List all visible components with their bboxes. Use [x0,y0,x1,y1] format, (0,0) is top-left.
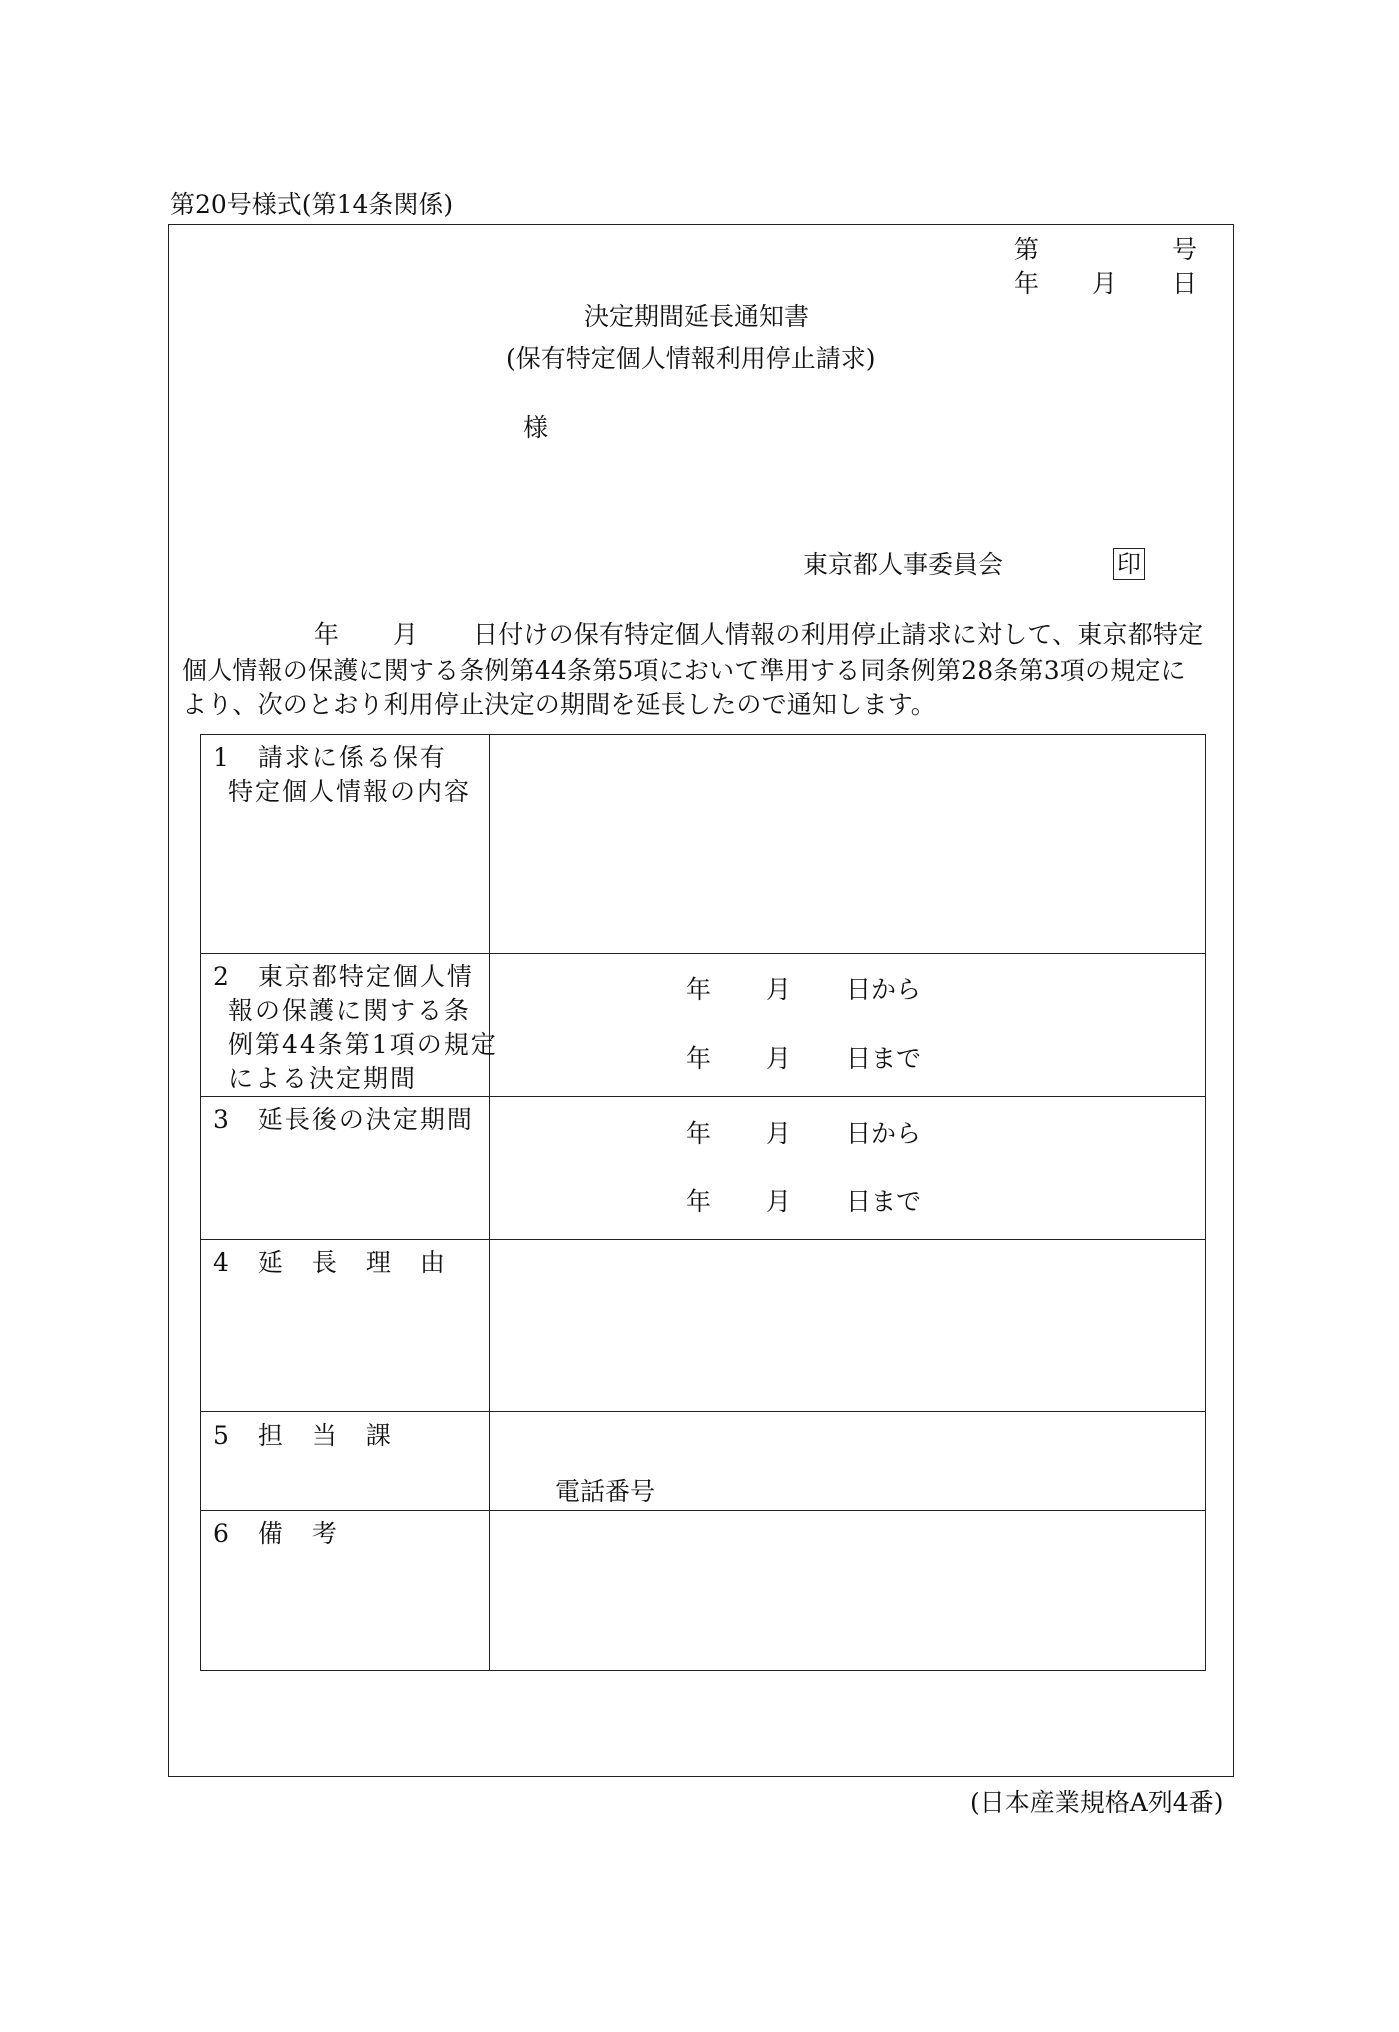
row2-label-line1: 2 東京都特定個人情 [213,962,474,991]
table-row-divider [200,1239,1206,1240]
doc-title: 決定期間延長通知書 [584,302,810,331]
body-month: 月 [393,620,419,649]
addressee-honorific: 様 [523,413,549,442]
form-number: 第20号様式(第14条関係) [170,190,454,219]
row1-label-line1: 1 請求に係る保有 [213,743,447,772]
body-line2: 個人情報の保護に関する条例第44条第5項において準用する同条例第28条第3項の規定に [182,656,1186,685]
date-day: 日 [1172,269,1198,298]
row3-to-day: 日まで [846,1187,922,1216]
row3-to-year: 年 [686,1187,712,1216]
table-row-divider [200,1510,1206,1511]
row3-to-month: 月 [766,1187,792,1216]
date-year: 年 [1014,269,1040,298]
row2-to-year: 年 [686,1044,712,1073]
row6-label: 6 備 考 [213,1519,339,1548]
issuer-name: 東京都人事委員会 [803,550,1004,579]
paper-size-note: (日本産業規格A列4番) [970,1788,1224,1817]
row2-from-year: 年 [686,975,712,1004]
table-row-divider [200,1096,1206,1097]
seal-mark: 印 [1113,548,1145,580]
row3-from-day: 日から [846,1119,922,1148]
table-row-divider [200,953,1206,954]
doc-number-suffix: 号 [1172,235,1198,264]
row3-label: 3 延長後の決定期間 [213,1105,474,1134]
row2-from-month: 月 [766,975,792,1004]
body-line1: 日付けの保有特定個人情報の利用停止請求に対して、東京都特定 [473,620,1204,649]
row4-label: 4 延 長 理 由 [213,1248,447,1277]
row2-to-day: 日まで [846,1044,922,1073]
row2-label-line2: 報の保護に関する条 [228,996,472,1025]
row5-label: 5 担 当 課 [213,1421,393,1450]
row3-from-year: 年 [686,1119,712,1148]
body-line3: より、次のとおり利用停止決定の期間を延長したので通知します。 [182,690,937,719]
date-month: 月 [1092,269,1118,298]
row5-phone-label: 電話番号 [555,1477,656,1506]
table-column-divider [489,734,490,1671]
doc-subtitle: (保有特定個人情報利用停止請求) [506,344,876,373]
body-year: 年 [314,620,340,649]
row3-from-month: 月 [766,1119,792,1148]
row2-to-month: 月 [766,1044,792,1073]
row2-from-day: 日から [846,975,922,1004]
row1-label-line2: 特定個人情報の内容 [228,777,472,806]
doc-number-prefix: 第 [1014,235,1040,264]
table-row-divider [200,1411,1206,1412]
row2-label-line4: による決定期間 [228,1064,418,1093]
row2-label-line3: 例第44条第1項の規定 [228,1030,498,1059]
